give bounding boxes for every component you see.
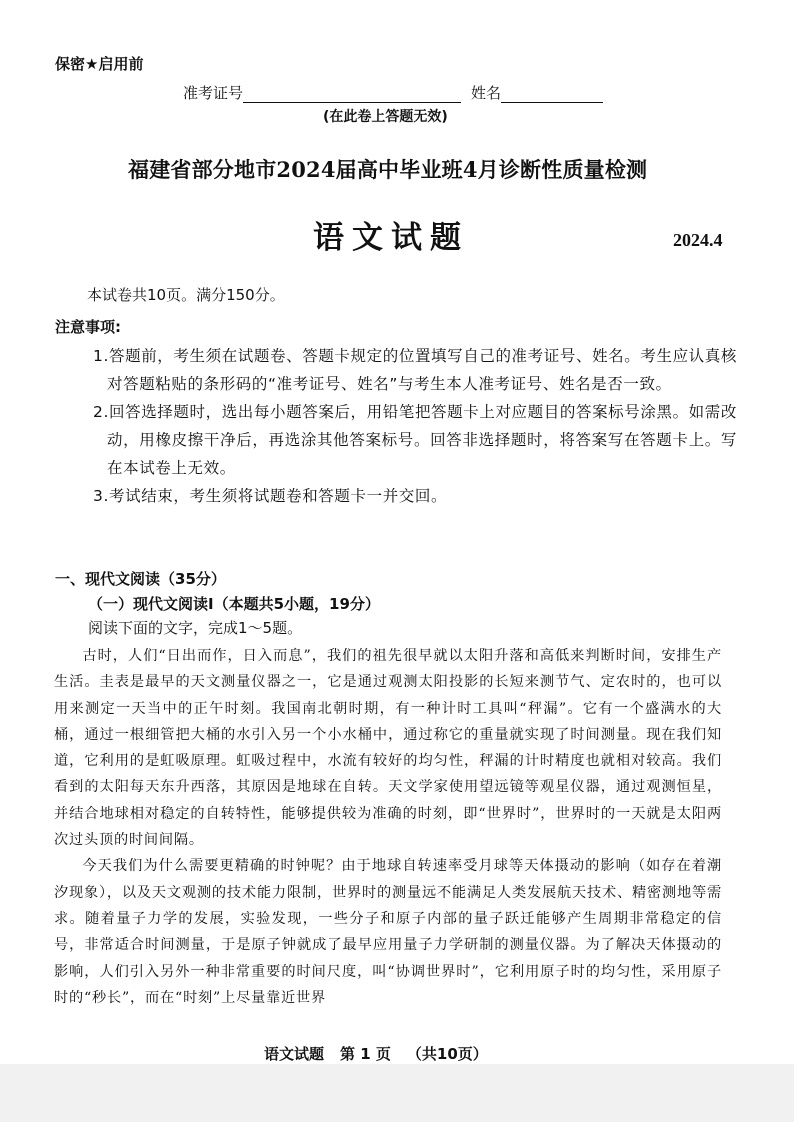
footer-subject: 语文试题 (264, 1045, 325, 1063)
candidate-info-line (183, 82, 603, 103)
page-footer (264, 1043, 488, 1064)
invalid-answer-note: (在此卷上答题无效) (323, 109, 448, 125)
exam-number-blank[interactable] (243, 86, 461, 103)
passage-paragraph: 古时，人们“日出而作，日入而息”，我们的祖先很早就以太阳升落和高低来判断时间，安排生产生活。圭表是最早的天文测量仪器之一，它是通过观测太阳投影的长短来测节气、定农时的，也可以用来测定一天当中的正午时刻。我国南北朝时期，有一种计时工具叫“秤漏”。它有一个盛满水的大桶，通过一根细管把大桶的水引入另一个小水桶中，通过称它的重量就实现了时间测量。现在我们知道，它利用的是虹吸原理。虹吸过程中，水流有较好的均匀性，秤漏的计时精度也就相对较高。我们看到的太阳每天东升西落，其原因是地球在自转。天文学家使用望远镜等观星仪器，通过观测恒星，并结合地球相对稳定的自转特性，能够提供较为准确的时刻，即“世界时”，世界时的一天就是太阳两次过头顶的时间间隔。 (54, 648, 722, 849)
confidential-mark: 保密★启用前 (55, 55, 144, 73)
section-heading: 一、现代文阅读（35分） (55, 570, 226, 588)
paper-intro: 本试卷共10页。满分150分。 (87, 286, 285, 304)
notice-list (87, 342, 737, 510)
subsection-heading: （一）现代文阅读Ⅰ（本题共5小题，19分） (88, 595, 380, 613)
exam-number-label: 准考证号 (183, 84, 244, 102)
exam-title: 福建省部分地市2024届高中毕业班4月诊断性质量检测 (128, 157, 648, 182)
notice-item: 3.考试结束，考生须将试题卷和答题卡一并交回。 (93, 487, 448, 505)
exam-date: 2024.4 (673, 230, 723, 250)
passage-paragraph: 今天我们为什么需要更精确的时钟呢？由于地球自转速率受月球等天体摄动的影响（如存在着潮汐现象），以及天文观测的技术能力限制，世界时的测量远不能满足人类发展航天技术、精密测地等需求。随着量子力学的发展，实验发现，一些分子和原子内部的量子跃迁能够产生周期非常稳定的信号，非常适合时间测量，于是原子钟就成了最早应用量子力学研制的测量仪器。为了解决天体摄动的影响，人们引入另外一种非常重要的时间尺度，叫“协调世界时”，它利用原子时的均匀性，采用原子时的“秒长”，而在“时刻”上尽量靠近世界 (54, 858, 722, 1006)
footer-page-total: （共10页） (406, 1045, 488, 1063)
notice-heading: 注意事项: (55, 318, 121, 336)
reading-passage (54, 643, 722, 1011)
viewer-background (0, 1064, 794, 1122)
notice-item: 2.回答选择题时，选出每小题答案后，用铅笔把答题卡上对应题目的答案标号涂黑。如需改动，用橡皮擦干净后，再选涂其他答案标号。回答非选择题时，将答案写在答题卡上。写在本试卷上无效。 (93, 403, 737, 477)
name-label: 姓名 (471, 84, 502, 102)
name-blank[interactable] (501, 86, 603, 103)
footer-page-number: 第 1 页 (340, 1045, 391, 1063)
subject-title: 语文试题 (313, 220, 469, 256)
reading-instruction: 阅读下面的文字，完成1～5题。 (88, 619, 303, 637)
notice-item: 1.答题前，考生须在试题卷、答题卡规定的位置填写自己的准考证号、姓名。考生应认真核对答题粘贴的条形码的“准考证号、姓名”与考生本人准考证号、姓名是否一致。 (93, 347, 737, 393)
